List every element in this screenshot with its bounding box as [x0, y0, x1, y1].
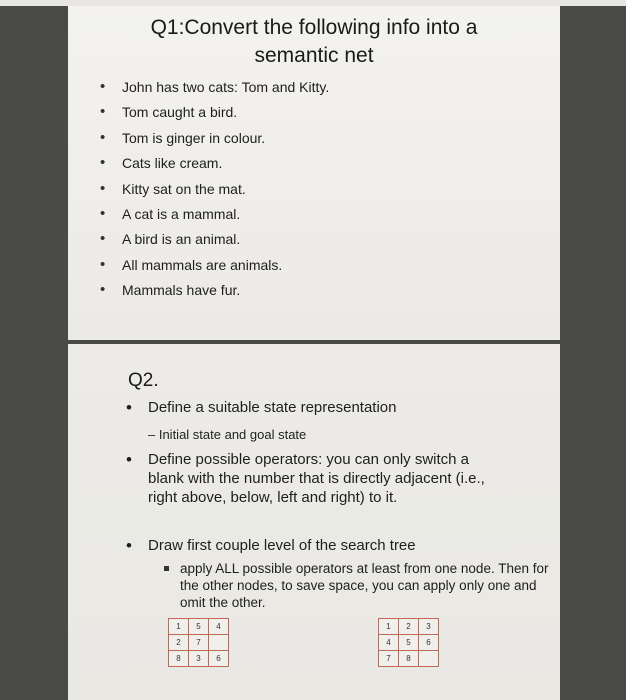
list-item: • Tom is ginger in colour.: [100, 128, 540, 153]
bullet-text: Define a suitable state representation: [148, 399, 397, 416]
slide-q1: [68, 6, 560, 340]
grid-cell: 4: [379, 635, 399, 651]
grid-cell: 5: [399, 635, 419, 651]
sub-bullet-apply-operators: [164, 560, 554, 611]
list-item: • Cats like cream.: [100, 153, 540, 178]
slide-q2-title: Q2.: [128, 370, 159, 391]
bullet-search-tree: [126, 536, 546, 555]
bullet-dot: •: [126, 536, 132, 555]
grid-cell: 8: [399, 651, 419, 667]
list-item: • Tom caught a bird.: [100, 102, 540, 127]
square-bullet: [164, 566, 169, 571]
grid-cell: 5: [189, 619, 209, 635]
grid-cell: 3: [189, 651, 209, 667]
grid-cell: 7: [189, 635, 209, 651]
list-item: • Mammals have fur.: [100, 280, 540, 305]
bullet-dot: •: [126, 450, 132, 469]
slide-q2: [68, 344, 560, 700]
grid-cell: 8: [169, 651, 189, 667]
goal-state-grid: [378, 618, 439, 667]
list-item: • Kitty sat on the mat.: [100, 179, 540, 204]
list-item: • A cat is a mammal.: [100, 204, 540, 229]
list-item: • All mammals are animals.: [100, 255, 540, 280]
list-item: • A bird is an animal.: [100, 229, 540, 254]
bullet-text: Draw first couple level of the search tree: [148, 537, 416, 554]
grid-cell: 6: [209, 651, 229, 667]
bullet-operators: [126, 450, 498, 507]
grid-cell: [419, 651, 439, 667]
slide-q1-title: [68, 14, 560, 70]
bullet-state-representation: [126, 398, 546, 417]
facts-list: [100, 77, 540, 306]
grid-cell: 2: [399, 619, 419, 635]
grid-cell: [209, 635, 229, 651]
grid-cell: 1: [169, 619, 189, 635]
grid-cell: 6: [419, 635, 439, 651]
sub-bullet-initial-goal: – Initial state and goal state: [148, 427, 307, 442]
sub-bullet-text: apply ALL possible operators at least from one node. Then for the other nodes, to save space, you can apply only one and omit the other.: [180, 561, 549, 610]
grid-cell: 3: [419, 619, 439, 635]
grid-cell: 1: [379, 619, 399, 635]
grid-cell: 2: [169, 635, 189, 651]
grid-cell: 7: [379, 651, 399, 667]
grid-cell: 4: [209, 619, 229, 635]
title-line-1: Q1:Convert the following info into a: [150, 16, 478, 39]
bullet-dot: •: [126, 398, 132, 417]
initial-state-grid: [168, 618, 229, 667]
bullet-text: Define possible operators: you can only switch a blank with the number that is directly adjacent (i.e., right above, below, left and right) to it.: [148, 451, 485, 506]
list-item: • John has two cats: Tom and Kitty.: [100, 77, 540, 102]
title-line-2: semantic net: [254, 44, 374, 67]
